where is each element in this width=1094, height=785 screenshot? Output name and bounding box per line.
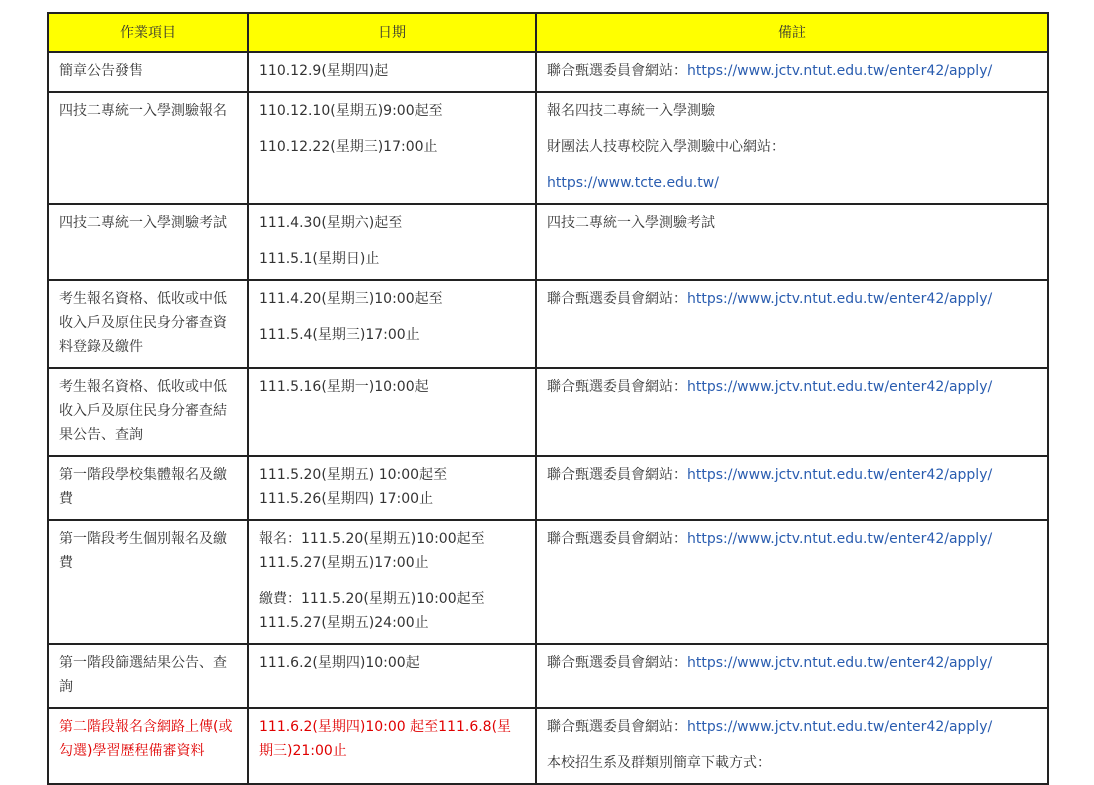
date-text: 111.5.16(星期一)10:00起	[259, 379, 429, 395]
date-text: 110.12.9(星期四)起	[259, 63, 389, 79]
table-row	[48, 280, 1048, 368]
note-label: 聯合甄選委員會網站：	[547, 531, 687, 547]
note-line	[547, 171, 1037, 195]
website-link[interactable]: https://www.jctv.ntut.edu.tw/enter42/apply/	[687, 531, 993, 547]
item-cell: 第一階段篩選結果公告、查詢	[48, 644, 248, 708]
note-cell	[536, 92, 1048, 204]
note-line	[547, 59, 1037, 83]
note-label: 聯合甄選委員會網站：	[547, 379, 687, 395]
item-cell: 考生報名資格、低收或中低收入戶及原住民身分審查結果公告、查詢	[48, 368, 248, 456]
note-line	[547, 99, 1037, 123]
date-cell	[248, 644, 536, 708]
header-date: 日期	[248, 13, 536, 52]
table-row	[48, 708, 1048, 784]
item-cell: 第二階段報名含網路上傳(或勾選)學習歷程備審資料	[48, 708, 248, 784]
note-label: 聯合甄選委員會網站：	[547, 719, 687, 735]
table-header-row	[48, 13, 1048, 52]
table-row	[48, 520, 1048, 644]
date-cell	[248, 280, 536, 368]
date-cell	[248, 520, 536, 644]
item-cell: 四技二專統一入學測驗考試	[48, 204, 248, 280]
note-line	[547, 375, 1037, 399]
item-cell: 第一階段學校集體報名及繳費	[48, 456, 248, 520]
note-label: 財團法人技專校院入學測驗中心網站：	[547, 139, 785, 155]
date-text: 111.5.4(星期三)17:00止	[259, 327, 420, 343]
date-text: 111.4.20(星期三)10:00起至	[259, 291, 443, 307]
note-cell	[536, 368, 1048, 456]
note-line	[547, 651, 1037, 675]
note-line	[547, 135, 1037, 159]
note-cell	[536, 644, 1048, 708]
note-cell	[536, 520, 1048, 644]
header-item: 作業項目	[48, 13, 248, 52]
item-cell: 四技二專統一入學測驗報名	[48, 92, 248, 204]
header-note: 備註	[536, 13, 1048, 52]
date-text: 111.6.2(星期四)10:00起	[259, 655, 420, 671]
website-link[interactable]: https://www.jctv.ntut.edu.tw/enter42/apply/	[687, 467, 993, 483]
note-line	[547, 287, 1037, 311]
table-row	[48, 456, 1048, 520]
website-link[interactable]: https://www.tcte.edu.tw/	[547, 175, 719, 191]
schedule-table	[47, 12, 1049, 785]
table-row	[48, 204, 1048, 280]
date-text: 111.5.20(星期五) 10:00起至111.5.26(星期四) 17:00止	[259, 467, 448, 507]
website-link[interactable]: https://www.jctv.ntut.edu.tw/enter42/apply/	[687, 291, 993, 307]
date-text: 111.4.30(星期六)起至	[259, 215, 403, 231]
note-label: 聯合甄選委員會網站：	[547, 291, 687, 307]
date-text: 報名：111.5.20(星期五)10:00起至111.5.27(星期五)17:00止	[259, 531, 485, 571]
item-cell: 簡章公告發售	[48, 52, 248, 92]
table-row	[48, 368, 1048, 456]
note-line	[547, 463, 1037, 487]
website-link[interactable]: https://www.jctv.ntut.edu.tw/enter42/apply/	[687, 719, 993, 735]
note-cell	[536, 204, 1048, 280]
date-cell	[248, 708, 536, 784]
note-line	[547, 751, 1037, 775]
date-text: 110.12.22(星期三)17:00止	[259, 139, 438, 155]
note-cell	[536, 456, 1048, 520]
note-line	[547, 527, 1037, 551]
date-text: 111.5.1(星期日)止	[259, 251, 380, 267]
date-text: 111.6.2(星期四)10:00 起至111.6.8(星期三)21:00止	[259, 719, 512, 759]
website-link[interactable]: https://www.jctv.ntut.edu.tw/enter42/apply/	[687, 655, 993, 671]
website-link[interactable]: https://www.jctv.ntut.edu.tw/enter42/apply/	[687, 379, 993, 395]
item-cell: 第一階段考生個別報名及繳費	[48, 520, 248, 644]
note-label: 聯合甄選委員會網站：	[547, 467, 687, 483]
table-row	[48, 52, 1048, 92]
table-row	[48, 644, 1048, 708]
item-cell: 考生報名資格、低收或中低收入戶及原住民身分審查資料登錄及繳件	[48, 280, 248, 368]
note-label: 本校招生系及群類別簡章下載方式：	[547, 755, 771, 771]
date-cell	[248, 368, 536, 456]
note-label: 聯合甄選委員會網站：	[547, 655, 687, 671]
note-label: 聯合甄選委員會網站：	[547, 63, 687, 79]
date-cell	[248, 92, 536, 204]
date-text: 繳費：111.5.20(星期五)10:00起至111.5.27(星期五)24:00止	[259, 591, 485, 631]
date-cell	[248, 204, 536, 280]
note-cell	[536, 280, 1048, 368]
table-row	[48, 92, 1048, 204]
date-text: 110.12.10(星期五)9:00起至	[259, 103, 443, 119]
note-cell	[536, 708, 1048, 784]
note-label: 報名四技二專統一入學測驗	[547, 103, 715, 119]
note-cell	[536, 52, 1048, 92]
date-cell	[248, 52, 536, 92]
note-line	[547, 715, 1037, 739]
note-label: 四技二專統一入學測驗考試	[547, 215, 715, 231]
date-cell	[248, 456, 536, 520]
website-link[interactable]: https://www.jctv.ntut.edu.tw/enter42/apply/	[687, 63, 993, 79]
note-line	[547, 211, 1037, 235]
